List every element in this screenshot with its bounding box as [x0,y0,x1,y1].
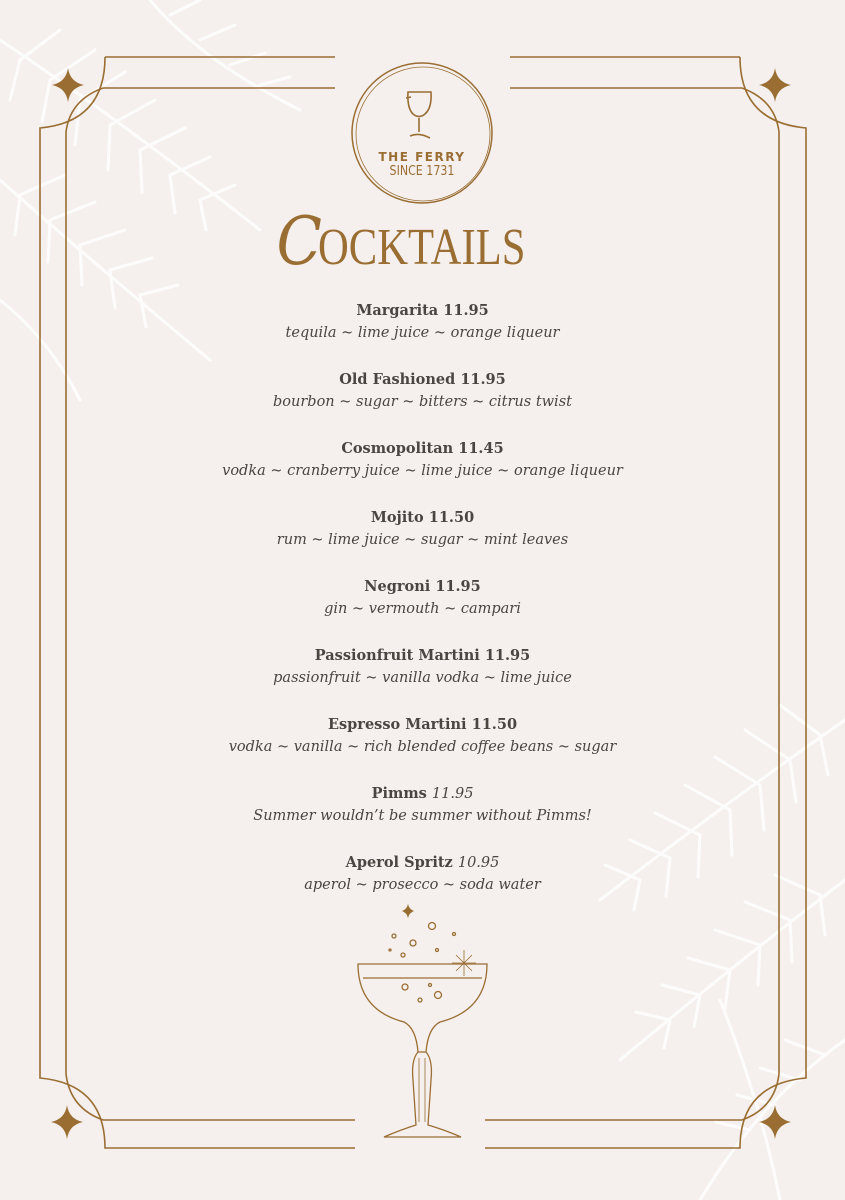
brand-name: THE FERRY [378,150,466,164]
menu-item [120,369,725,438]
item-description: Summer wouldn’t be summer without Pimms! [253,808,592,824]
menu-item [120,783,725,852]
item-name: Aperol Spritz [345,854,453,871]
item-price: 10.95 [457,855,500,871]
item-description: tequila ~ lime juice ~ orange liqueur [285,325,560,341]
item-description: vodka ~ vanilla ~ rich blended coffee beans ~ sugar [228,739,617,755]
item-price: 11.50 [428,509,475,526]
logo [352,63,492,203]
item-price: 11.95 [484,647,531,664]
item-description: bourbon ~ sugar ~ bitters ~ citrus twist [273,394,572,410]
item-price: 11.50 [471,716,518,733]
brand-since: SINCE 1731 [389,164,455,179]
coupe-glass-icon [358,923,487,1138]
sparkle-star-icon [51,1105,83,1139]
item-price: 11.95 [435,578,481,595]
item-description: vodka ~ cranberry juice ~ lime juice ~ orange liqueur [222,463,623,479]
title-first-letter: C [276,203,322,280]
sparkle-star-icon [52,68,84,102]
item-name: Mojito [370,509,424,526]
menu-item [120,852,725,921]
menu-item [120,714,725,783]
cocktail-menu [120,300,725,921]
menu-item [120,576,725,645]
menu-item [120,645,725,714]
item-description: gin ~ vermouth ~ campari [324,601,521,617]
item-description: aperol ~ prosecco ~ soda water [304,877,541,893]
item-price: 11.95 [443,302,489,319]
menu-item [120,438,725,507]
item-name: Cosmopolitan [341,440,454,457]
sparkle-star-icon [759,68,791,102]
item-description: rum ~ lime juice ~ sugar ~ mint leaves [276,532,569,548]
item-price: 11.95 [460,371,506,388]
title-rest: OCKTAILS [318,219,526,276]
menu-item [120,507,725,576]
item-name: Negroni [364,578,431,595]
menu-item [120,300,725,369]
item-price: 11.95 [431,786,474,802]
item-name: Passionfruit Martini [314,647,480,664]
item-description: passionfruit ~ vanilla vodka ~ lime juice [273,670,572,686]
item-price: 11.45 [458,440,504,457]
page-title [0,203,845,280]
item-name: Old Fashioned [339,371,456,388]
item-name: Espresso Martini [327,716,467,733]
item-name: Pimms [371,785,427,802]
item-name: Margarita [356,302,439,319]
